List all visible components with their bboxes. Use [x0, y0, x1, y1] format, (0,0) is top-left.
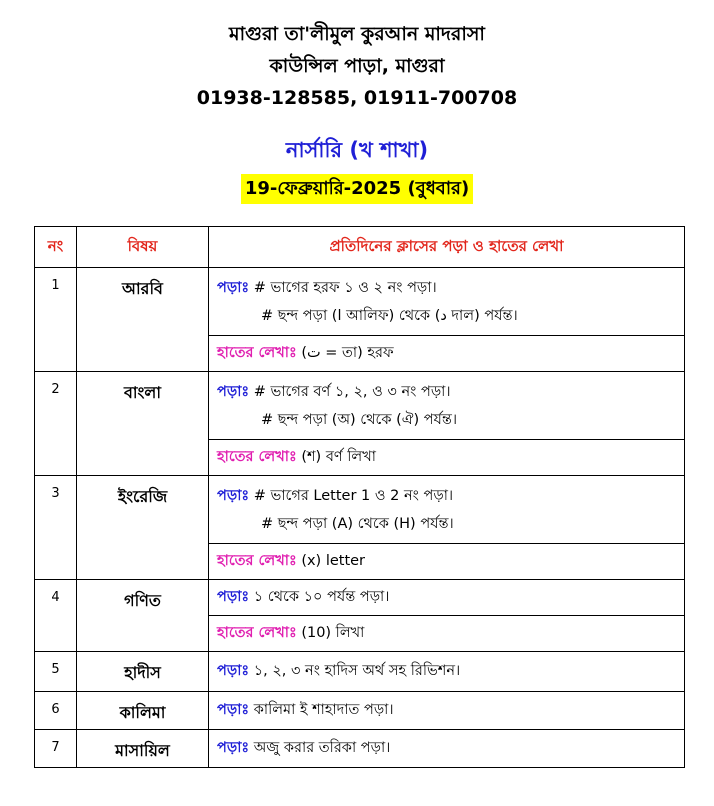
write-cell — [209, 616, 685, 652]
write-label: হাতের লেখাঃ — [217, 448, 297, 465]
subject-name: গণিত — [77, 580, 209, 652]
read-text: # ছন্দ পড়া (ا আলিফ) থেকে (د দাল) পর্যন্ত। — [261, 307, 518, 324]
read-label: পড়াঃ — [217, 279, 250, 296]
table-row — [35, 372, 685, 440]
read-label: পড়াঃ — [217, 739, 250, 756]
read-cell — [209, 476, 685, 544]
write-cell — [209, 336, 685, 372]
subject-name: মাসায়িল — [77, 730, 209, 768]
read-cell — [209, 580, 685, 616]
write-text: (x) letter — [301, 552, 366, 569]
write-text: (শ) বর্ণ লিখা — [301, 448, 376, 465]
read-text: ১, ২, ৩ নং হাদিস অর্থ সহ রিভিশন। — [253, 662, 461, 679]
subject-name: ইংরেজি — [77, 476, 209, 580]
read-text: # ভাগের হরফ ১ ও ২ নং পড়া। — [253, 279, 437, 296]
table-row — [35, 476, 685, 544]
read-text: # ছন্দ পড়া (A) থেকে (H) পর্যন্ত। — [261, 515, 454, 532]
row-number: 2 — [35, 372, 77, 476]
header — [0, 18, 714, 114]
row-number: 5 — [35, 652, 77, 692]
row-number: 1 — [35, 268, 77, 372]
subject-name: কালিমা — [77, 692, 209, 730]
read-text: ১ থেকে ১০ পর্যন্ত পড়া। — [253, 588, 390, 605]
read-label: পড়াঃ — [217, 701, 250, 718]
read-label: পড়াঃ — [217, 383, 250, 400]
row-number: 6 — [35, 692, 77, 730]
read-label: পড়াঃ — [217, 662, 250, 679]
read-cell — [209, 268, 685, 336]
phone-numbers: 01938-128585, 01911-700708 — [196, 87, 518, 109]
read-text: অজু করার তরিকা পড়া। — [253, 739, 391, 756]
subject-name: হাদীস — [77, 652, 209, 692]
read-text: # ছন্দ পড়া (অ) থেকে (ঐ) পর্যন্ত। — [261, 411, 458, 428]
column-header-content: প্রতিদিনের ক্লাসের পড়া ও হাতের লেখা — [209, 227, 685, 268]
routine-table — [34, 226, 685, 768]
table-row — [35, 652, 685, 692]
madrasa-name: মাগুরা তা'লীমুল কুরআন মাদরাসা — [229, 23, 485, 45]
write-label: হাতের লেখাঃ — [217, 344, 297, 361]
read-label: পড়াঃ — [217, 487, 250, 504]
table-row — [35, 730, 685, 768]
class-title: নার্সারি (খ শাখা) — [285, 138, 429, 162]
read-cell — [209, 652, 685, 692]
table-header-row — [35, 227, 685, 268]
column-header-no: নং — [35, 227, 77, 268]
write-text: (10) লিখা — [301, 624, 365, 641]
write-label: হাতের লেখাঃ — [217, 552, 297, 569]
read-cell — [209, 372, 685, 440]
write-cell — [209, 440, 685, 476]
read-text: কালিমা ই শাহাদাত পড়া। — [253, 701, 394, 718]
read-text: # ভাগের Letter 1 ও 2 নং পড়া। — [253, 487, 454, 504]
read-label: পড়াঃ — [217, 588, 250, 605]
row-number: 4 — [35, 580, 77, 652]
read-cell — [209, 692, 685, 730]
row-number: 3 — [35, 476, 77, 580]
table-row — [35, 692, 685, 730]
subject-name: আরবি — [77, 268, 209, 372]
read-text: # ভাগের বর্ণ ১, ২, ও ৩ নং পড়া। — [253, 383, 451, 400]
subject-name: বাংলা — [77, 372, 209, 476]
table-row — [35, 268, 685, 336]
read-cell — [209, 730, 685, 768]
write-label: হাতের লেখাঃ — [217, 624, 297, 641]
row-number: 7 — [35, 730, 77, 768]
table-row — [35, 580, 685, 616]
column-header-subject: বিষয় — [77, 227, 209, 268]
madrasa-address: কাউন্সিল পাড়া, মাগুরা — [269, 55, 445, 77]
date-highlight: 19-ফেব্রুয়ারি-2025 (বুধবার) — [241, 174, 473, 204]
write-text: (ت = তা) হরফ — [301, 344, 394, 361]
write-cell — [209, 544, 685, 580]
